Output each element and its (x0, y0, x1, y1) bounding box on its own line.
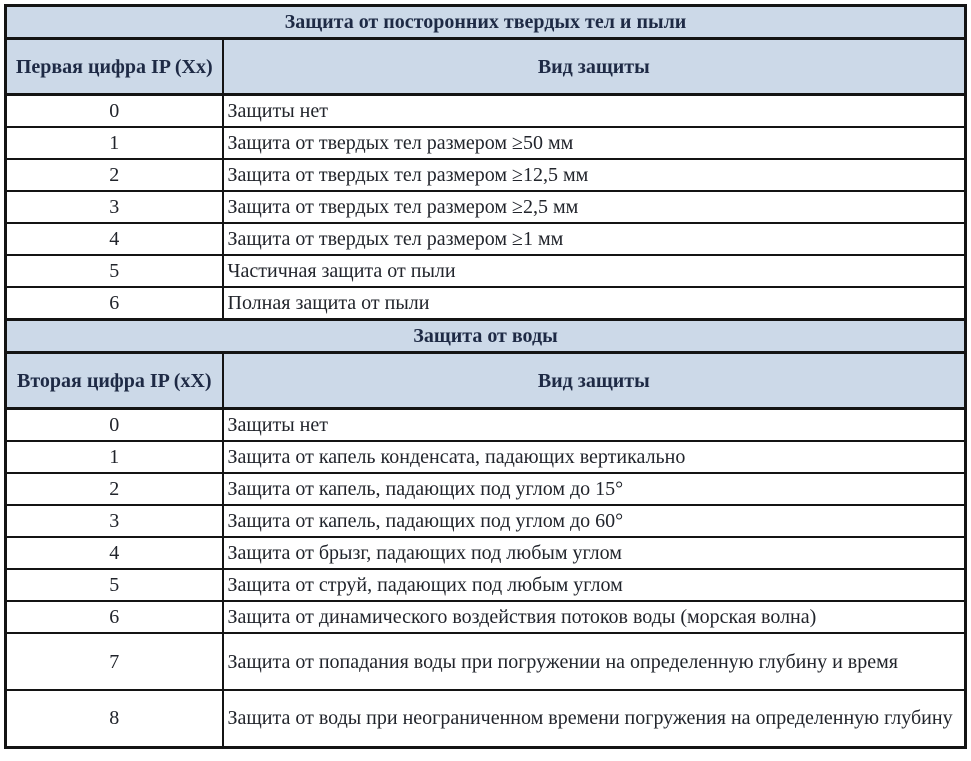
description-cell: Защита от капель, падающих под углом до 15° (223, 473, 966, 505)
description-cell: Защита от твердых тел размером ≥50 мм (223, 127, 966, 159)
table-row (6, 159, 966, 191)
description-cell: Защита от попадания воды при погружении на определенную глубину и время (223, 633, 966, 690)
description-cell: Полная защита от пыли (223, 287, 966, 320)
table-row (6, 601, 966, 633)
description-cell: Защиты нет (223, 409, 966, 442)
digit-cell: 5 (6, 569, 223, 601)
table-row (6, 191, 966, 223)
digit-cell: 4 (6, 537, 223, 569)
description-cell: Защита от капель конденсата, падающих вертикально (223, 441, 966, 473)
digit-cell: 1 (6, 441, 223, 473)
digit-cell: 5 (6, 255, 223, 287)
digit-cell: 6 (6, 287, 223, 320)
description-cell: Защита от капель, падающих под углом до 60° (223, 505, 966, 537)
ip-protection-table (4, 4, 967, 749)
table-row (6, 505, 966, 537)
section-title: Защита от воды (6, 320, 966, 353)
description-cell: Защита от твердых тел размером ≥2,5 мм (223, 191, 966, 223)
description-cell: Защита от динамического воздействия потоков воды (морская волна) (223, 601, 966, 633)
table-row (6, 690, 966, 747)
description-cell: Защита от твердых тел размером ≥1 мм (223, 223, 966, 255)
digit-cell: 4 (6, 223, 223, 255)
table-row (6, 95, 966, 128)
digit-cell: 8 (6, 690, 223, 747)
description-cell: Защита от брызг, падающих под любым углом (223, 537, 966, 569)
digit-cell: 1 (6, 127, 223, 159)
column-header-first-digit: Первая цифра IP (Xx) (6, 39, 223, 95)
section-header-water (6, 320, 966, 353)
description-cell: Частичная защита от пыли (223, 255, 966, 287)
description-cell: Защиты нет (223, 95, 966, 128)
description-cell: Защита от струй, падающих под любым углом (223, 569, 966, 601)
table-row (6, 569, 966, 601)
digit-cell: 7 (6, 633, 223, 690)
digit-cell: 0 (6, 95, 223, 128)
column-header-protection-kind: Вид защиты (223, 353, 966, 409)
digit-cell: 3 (6, 505, 223, 537)
column-header-row-solids (6, 39, 966, 95)
table-row (6, 537, 966, 569)
section-header-solids (6, 6, 966, 39)
table-row (6, 127, 966, 159)
section-title: Защита от посторонних твердых тел и пыли (6, 6, 966, 39)
description-cell: Защита от твердых тел размером ≥12,5 мм (223, 159, 966, 191)
table-row (6, 223, 966, 255)
table-row (6, 473, 966, 505)
table-row (6, 287, 966, 320)
digit-cell: 3 (6, 191, 223, 223)
table-row (6, 255, 966, 287)
column-header-protection-kind: Вид защиты (223, 39, 966, 95)
column-header-second-digit: Вторая цифра IP (xX) (6, 353, 223, 409)
column-header-row-water (6, 353, 966, 409)
description-cell: Защита от воды при неограниченном времени погружения на определенную глубину (223, 690, 966, 747)
digit-cell: 0 (6, 409, 223, 442)
digit-cell: 2 (6, 159, 223, 191)
digit-cell: 6 (6, 601, 223, 633)
table-row (6, 409, 966, 442)
table-row (6, 441, 966, 473)
table-row (6, 633, 966, 690)
digit-cell: 2 (6, 473, 223, 505)
